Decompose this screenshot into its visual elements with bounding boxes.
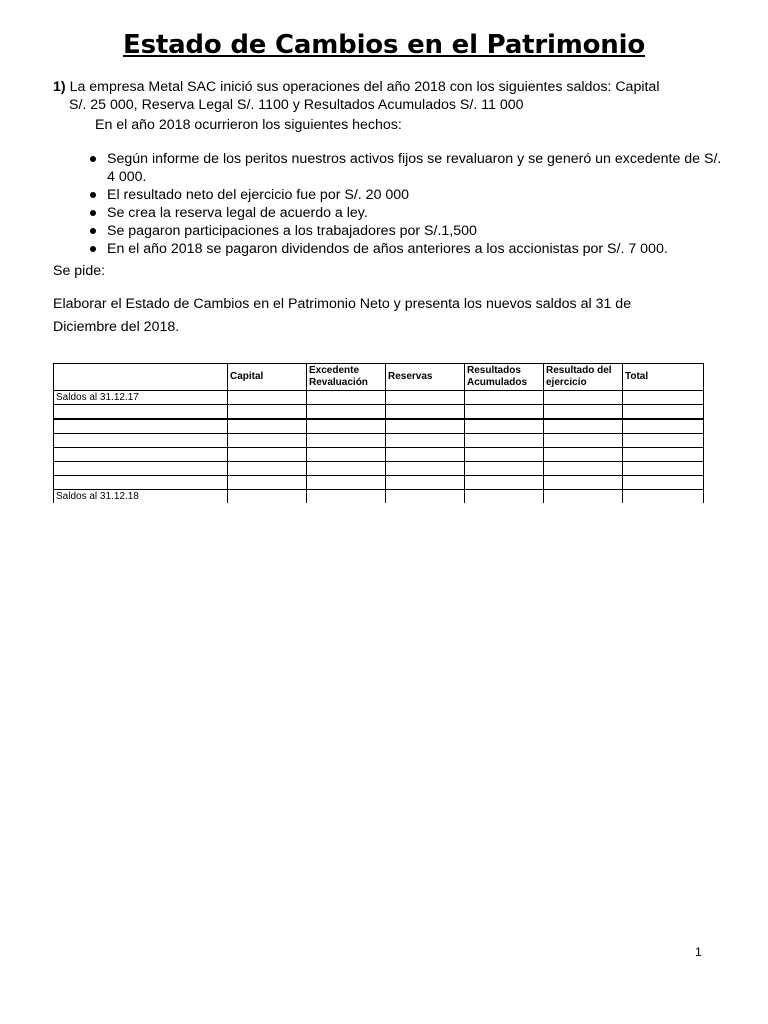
table-cell bbox=[307, 391, 386, 405]
table-cell bbox=[228, 391, 307, 405]
hechos-intro: En el año 2018 ocurrieron los siguientes hechos: bbox=[95, 117, 402, 133]
header-resultados-acumulados: Resultados Acumulados bbox=[465, 364, 544, 391]
list-item: En el año 2018 se pagaron dividendos de años anteriores a los accionistas por S/. 7 000. bbox=[88, 240, 728, 258]
list-item: Se pagaron participaciones a los trabajadores por S/.1,500 bbox=[88, 222, 728, 240]
list-item: El resultado neto del ejercicio fue por S/. 20 000 bbox=[88, 186, 728, 204]
table-cell bbox=[386, 490, 465, 504]
table-cell bbox=[623, 476, 704, 490]
table-cell bbox=[544, 391, 623, 405]
table-cell bbox=[465, 448, 544, 462]
table-cell bbox=[386, 434, 465, 448]
table-cell bbox=[386, 476, 465, 490]
table-row bbox=[54, 448, 704, 462]
list-item: Según informe de los peritos nuestros activos fijos se revaluaron y se generó un excedente de S/. 4 000. bbox=[88, 150, 728, 186]
table-cell bbox=[307, 419, 386, 434]
table-cell bbox=[465, 405, 544, 420]
table-cell bbox=[386, 391, 465, 405]
table-row bbox=[54, 490, 704, 504]
table-cell bbox=[623, 448, 704, 462]
table-cell bbox=[544, 490, 623, 504]
list-item: Se crea la reserva legal de acuerdo a ley. bbox=[88, 204, 728, 222]
table-cell bbox=[307, 462, 386, 476]
table-cell bbox=[544, 434, 623, 448]
table-cell bbox=[623, 405, 704, 420]
table-cell bbox=[228, 490, 307, 504]
table-cell bbox=[544, 448, 623, 462]
table-cell bbox=[623, 391, 704, 405]
header-capital: Capital bbox=[228, 364, 307, 391]
table-row bbox=[54, 391, 704, 405]
table-cell bbox=[228, 462, 307, 476]
task-statement: Elaborar el Estado de Cambios en el Patrimonio Neto y presenta los nuevos saldos al 31 de Diciembre del 2018. bbox=[53, 296, 632, 335]
table-cell bbox=[544, 476, 623, 490]
intro-line-1 bbox=[53, 78, 713, 96]
table-cell: Saldos al 31.12.17 bbox=[54, 391, 228, 405]
table-cell bbox=[544, 419, 623, 434]
table-cell bbox=[307, 476, 386, 490]
table-cell bbox=[54, 405, 228, 420]
table-cell bbox=[623, 462, 704, 476]
table-cell bbox=[544, 462, 623, 476]
intro-line-2: S/. 25 000, Reserva Legal S/. 1100 y Resultados Acumulados S/. 11 000 bbox=[69, 97, 524, 113]
table-cell bbox=[544, 405, 623, 420]
table-cell bbox=[307, 434, 386, 448]
table-cell bbox=[228, 405, 307, 420]
header-excedente-revaluacion: Excedente Revaluación bbox=[307, 364, 386, 391]
page-number: 1 bbox=[695, 945, 702, 959]
table-cell bbox=[54, 419, 228, 434]
table-cell bbox=[54, 434, 228, 448]
table-cell bbox=[465, 419, 544, 434]
table-cell: Saldos al 31.12.18 bbox=[54, 490, 228, 504]
table-cell bbox=[386, 448, 465, 462]
header-reservas: Reservas bbox=[386, 364, 465, 391]
table-cell bbox=[465, 434, 544, 448]
table-cell bbox=[307, 448, 386, 462]
table-cell bbox=[465, 490, 544, 504]
table-cell bbox=[228, 476, 307, 490]
table-cell bbox=[386, 405, 465, 420]
table-cell bbox=[623, 419, 704, 434]
table-cell bbox=[623, 434, 704, 448]
table-cell bbox=[228, 419, 307, 434]
table-row bbox=[54, 462, 704, 476]
table-cell bbox=[228, 434, 307, 448]
hechos-list bbox=[88, 150, 728, 258]
table-row bbox=[54, 476, 704, 490]
table-cell bbox=[386, 462, 465, 476]
page-title: Estado de Cambios en el Patrimonio bbox=[123, 30, 645, 60]
table-cell bbox=[54, 476, 228, 490]
equity-changes-table bbox=[53, 363, 704, 503]
header-resultado-ejercicio: Resultado del ejercicio bbox=[544, 364, 623, 391]
table-row bbox=[54, 434, 704, 448]
exercise-intro bbox=[53, 78, 713, 114]
table-header-row bbox=[54, 364, 704, 391]
intro-text-1: La empresa Metal SAC inició sus operaciones del año 2018 con los siguientes saldos: Capital bbox=[65, 79, 660, 95]
table-cell bbox=[307, 490, 386, 504]
table-cell bbox=[465, 476, 544, 490]
header-total: Total bbox=[623, 364, 704, 391]
exercise-number: 1) bbox=[53, 79, 66, 95]
table-cell bbox=[54, 462, 228, 476]
table-cell bbox=[228, 448, 307, 462]
table-cell bbox=[54, 448, 228, 462]
se-pide-label: Se pide: bbox=[53, 263, 106, 279]
table-cell bbox=[465, 391, 544, 405]
header-concept bbox=[54, 364, 228, 391]
table-row bbox=[54, 405, 704, 420]
table-row bbox=[54, 419, 704, 434]
table-cell bbox=[386, 419, 465, 434]
table-cell bbox=[465, 462, 544, 476]
table-cell bbox=[623, 490, 704, 504]
table-cell bbox=[307, 405, 386, 420]
